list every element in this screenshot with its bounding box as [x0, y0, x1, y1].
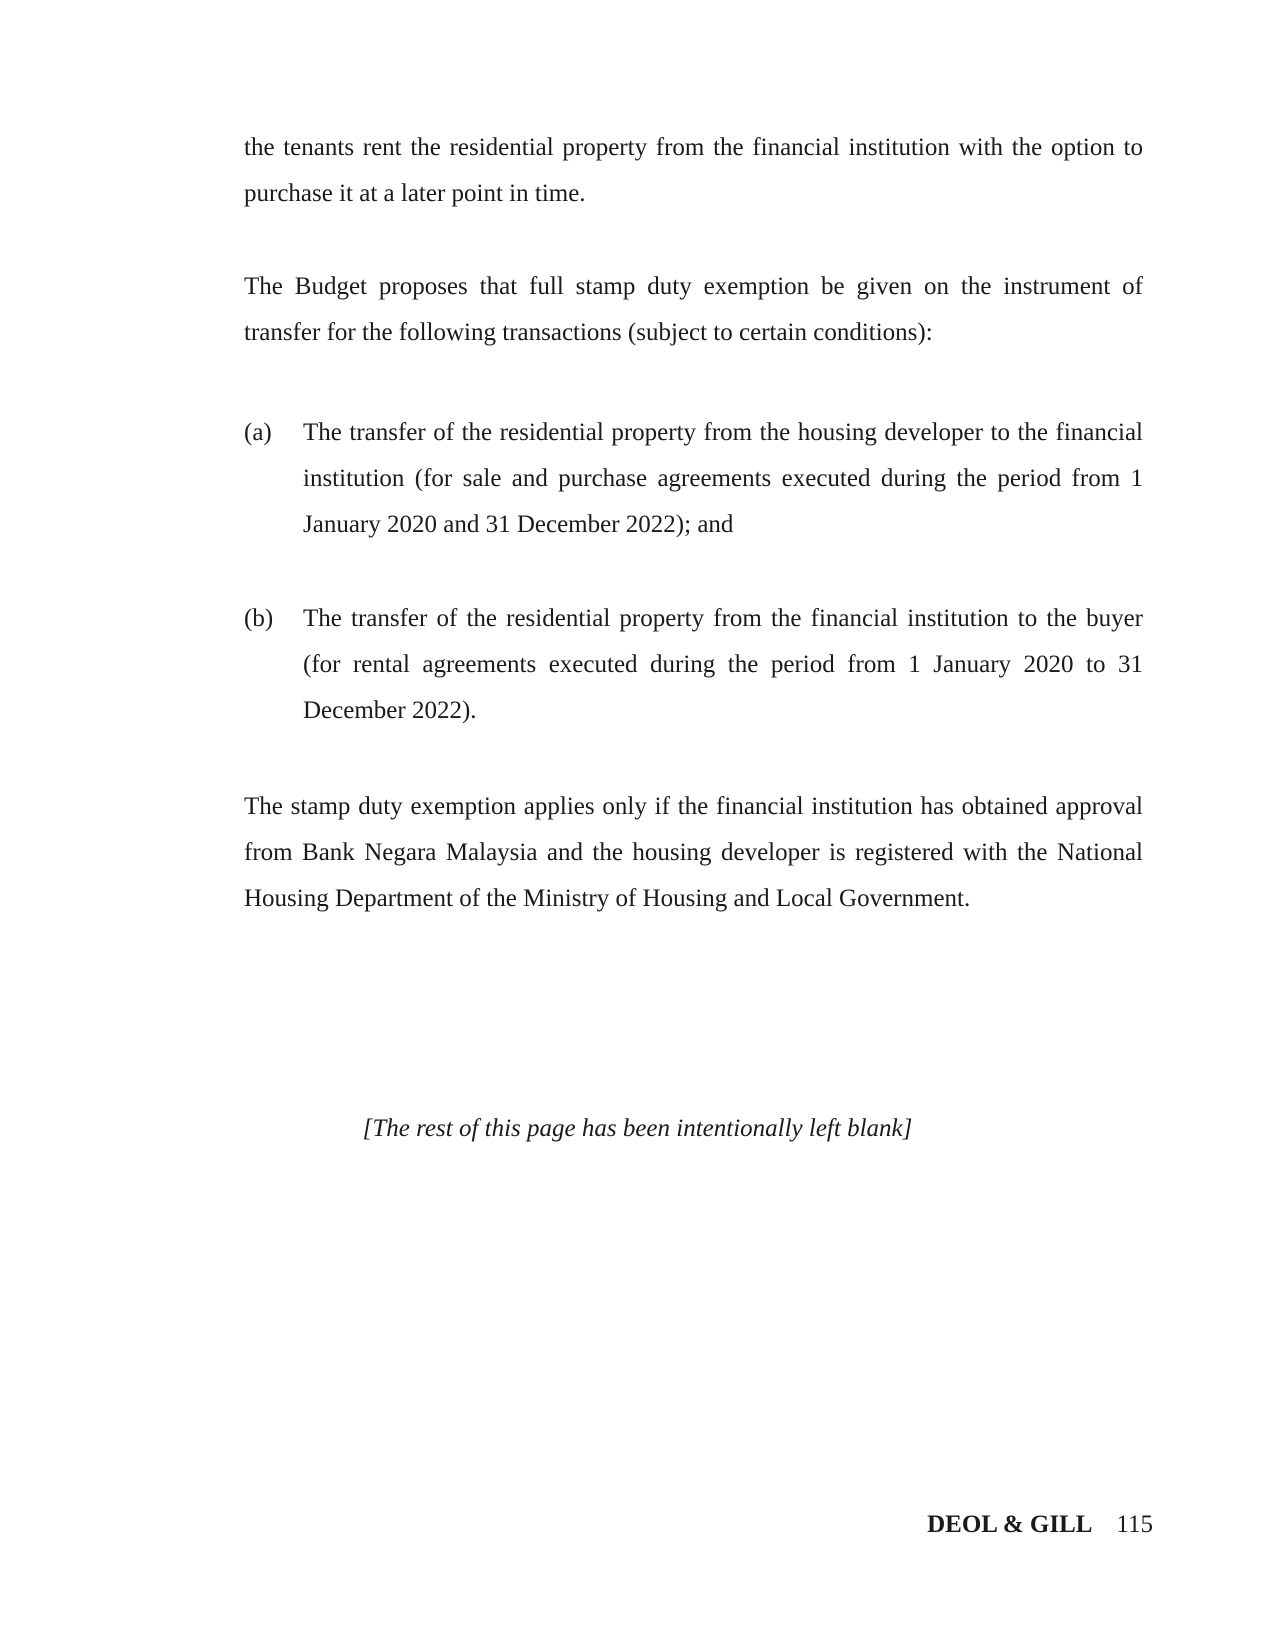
- list-item-text: The transfer of the residential property from the housing developer to the financial institution (for sale and purchase agreements executed during the period from 1 January 2020 and 31 December 2022); and: [303, 419, 1143, 538]
- proposal-paragraph: The Budget proposes that full stamp duty exemption be given on the instrument of transfer for the following transactions (subject to certain conditions):: [244, 273, 1143, 346]
- blank-page-note: [The rest of this page has been intentionally left blank]: [362, 1115, 913, 1142]
- list-item-label: (a): [244, 419, 272, 446]
- page-footer: [927, 1508, 1153, 1542]
- list-item-a: [244, 410, 1143, 548]
- list-item-b: [244, 596, 1143, 734]
- conditions-paragraph: The stamp duty exemption applies only if the financial institution has obtained approval from Bank Negara Malaysia and the housing developer is registered with the National Housing Department of the Ministry of Housing and Local Government.: [244, 793, 1143, 912]
- list-item-text: The transfer of the residential property from the financial institution to the buyer (for rental agreements executed during the period from 1 January 2020 to 31 December 2022).: [303, 605, 1143, 724]
- firm-name: DEOL & GILL: [927, 1511, 1093, 1538]
- continuation-paragraph: the tenants rent the residential property from the financial institution with the option to purchase it at a later point in time.: [244, 134, 1143, 207]
- list-item-label: (b): [244, 605, 274, 632]
- page-number: 115: [1116, 1511, 1153, 1538]
